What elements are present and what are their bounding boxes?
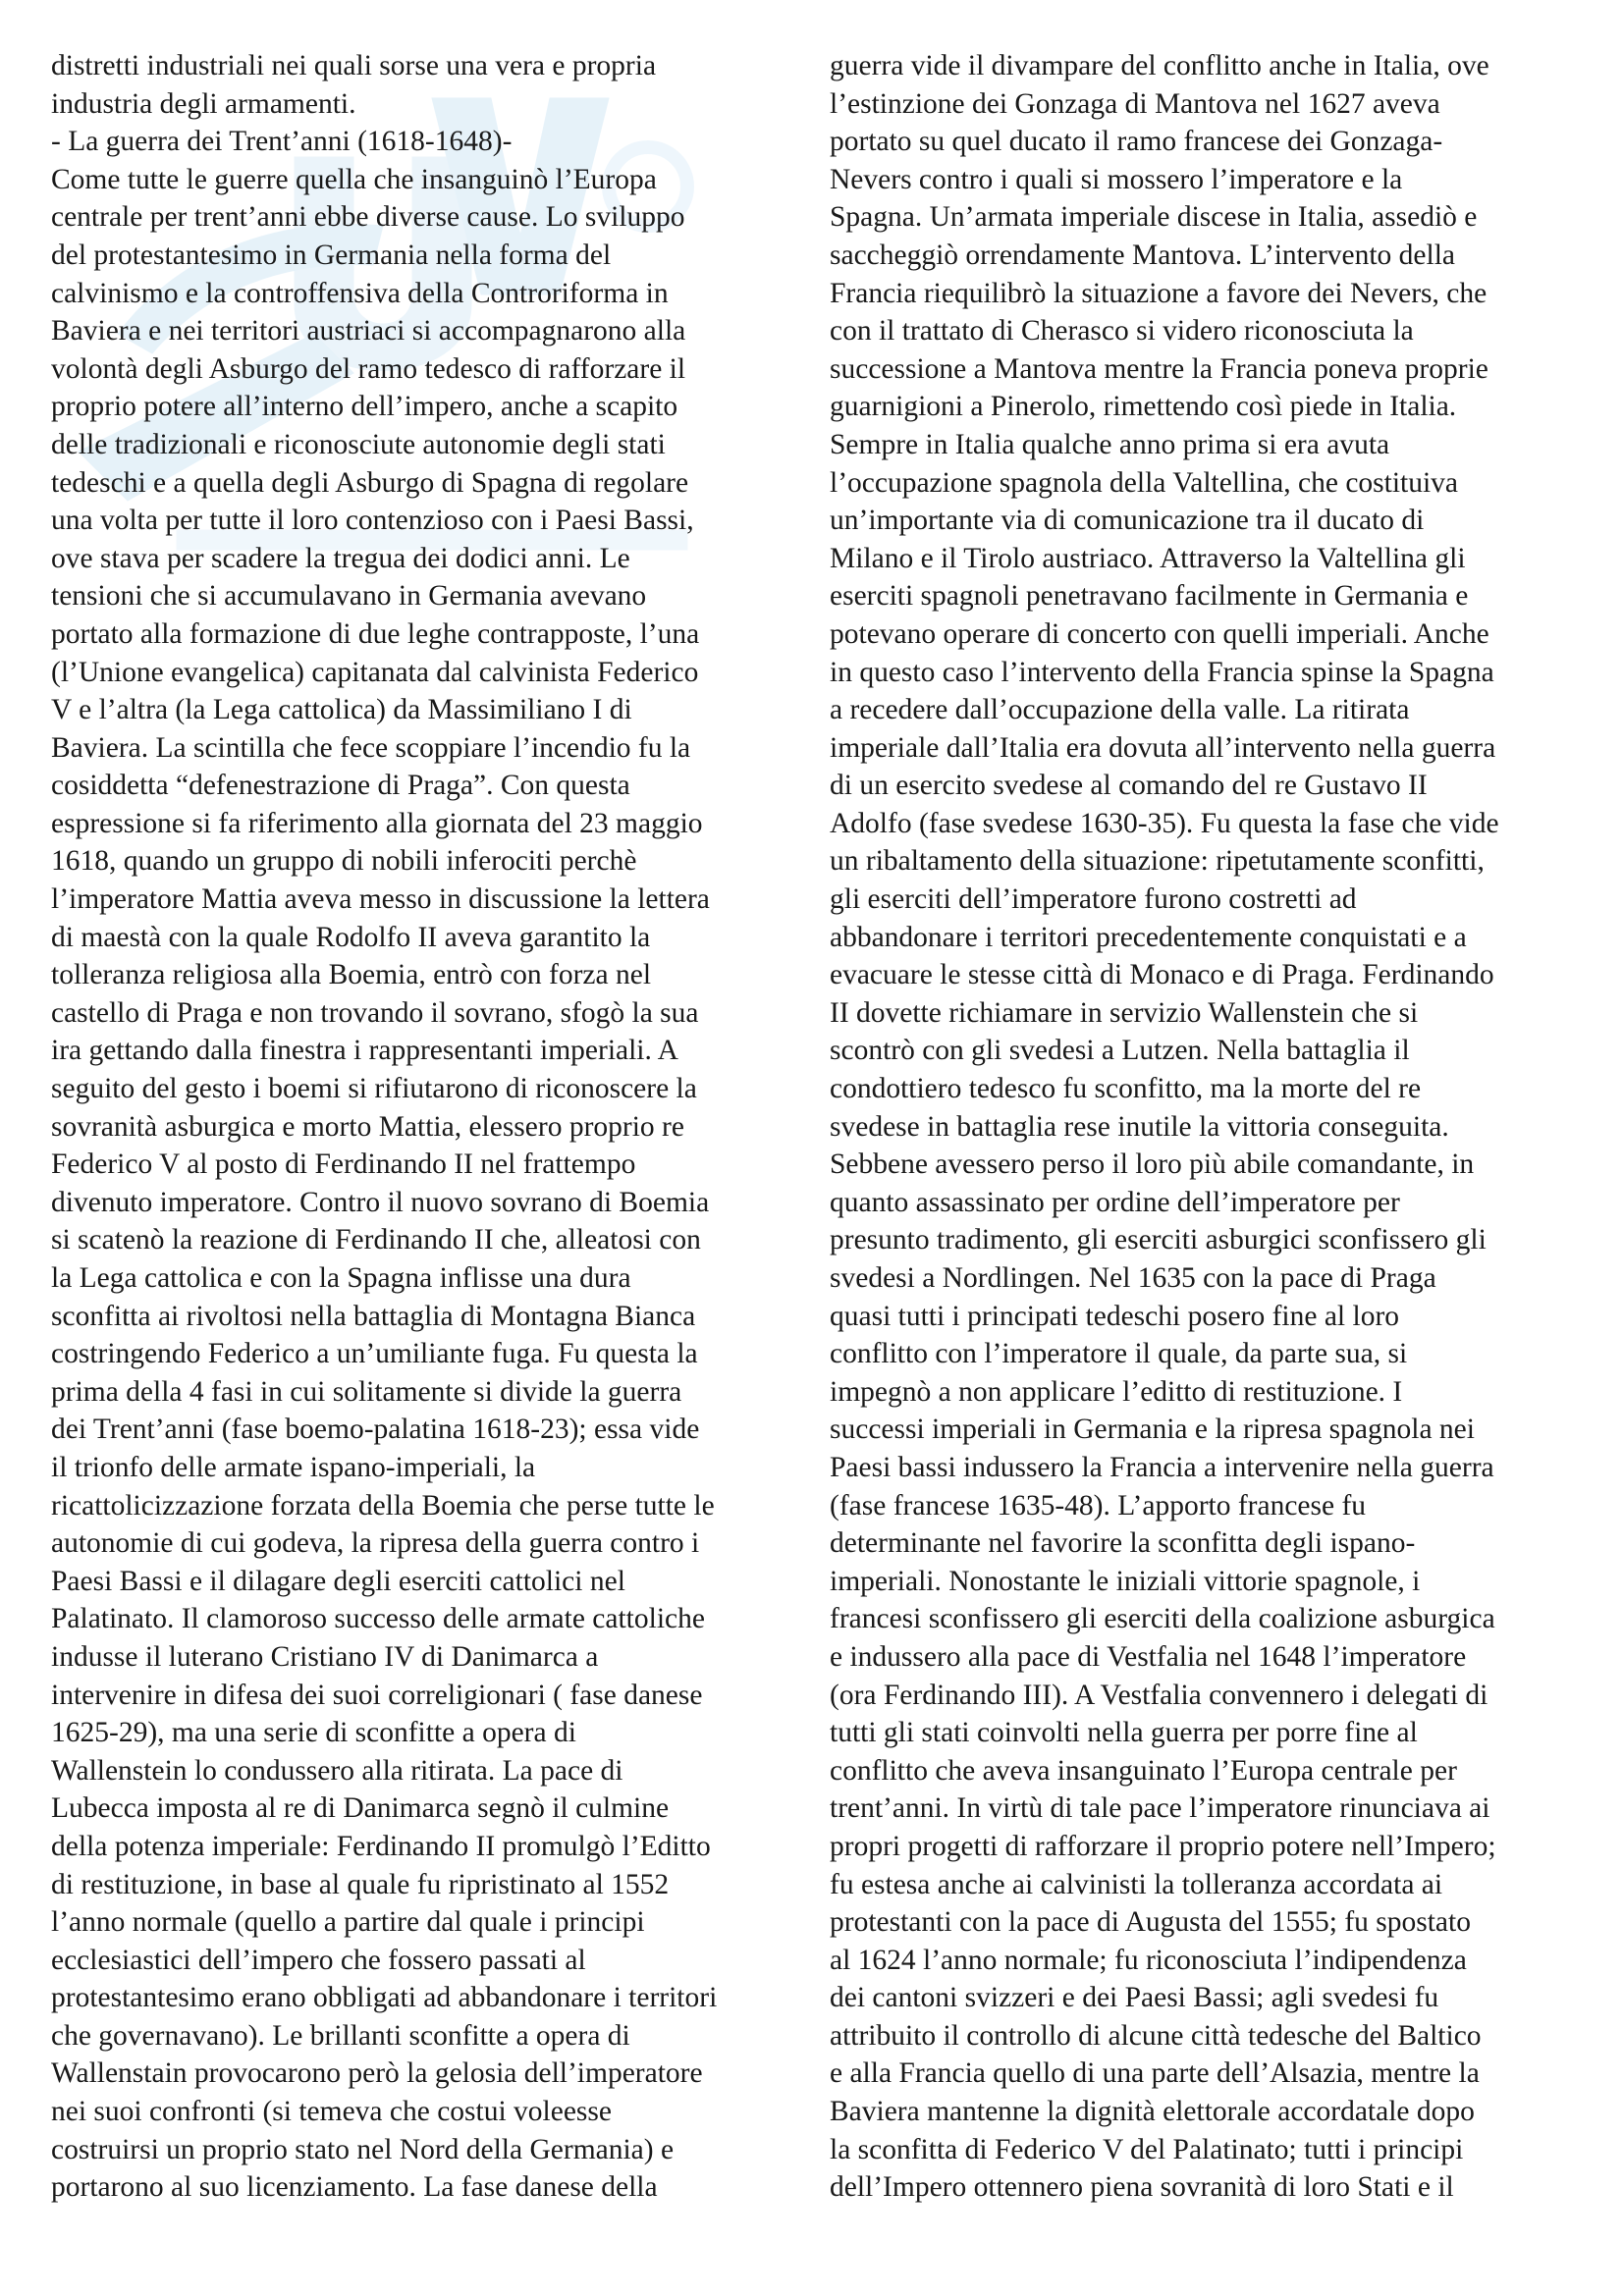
- right-column-text-line: conflitto con l’imperatore il quale, da parte sua, si: [830, 1338, 1408, 1370]
- left-column-text-line: Come tutte le guerre quella che insanguinò l’Europa: [51, 163, 657, 195]
- right-column-text-line: Milano e il Tirolo austriaco. Attraverso la Valtellina gli: [830, 542, 1466, 574]
- right-column-text-line: e alla Francia quello di una parte dell’Alsazia, mentre la: [830, 2057, 1480, 2090]
- right-column-text-line: saccheggiò orrendamente Mantova. L’intervento della: [830, 239, 1456, 271]
- left-column-text-line: Wallenstain provocarono però la gelosia dell’imperatore: [51, 2057, 703, 2090]
- left-column-text-line: costringendo Federico a un’umiliante fuga. Fu questa la: [51, 1338, 698, 1370]
- right-column-text-line: eserciti spagnoli penetravano facilmente in Germania e: [830, 580, 1469, 613]
- left-column-text-line: sovranità asburgica e morto Mattia, elessero proprio re: [51, 1110, 684, 1143]
- right-column-text-line: attribuito il controllo di alcune città tedesche del Baltico: [830, 2019, 1482, 2052]
- right-column-text-line: quanto assassinato per ordine dell’imperatore per: [830, 1186, 1400, 1218]
- left-column-text-line: della potenza imperiale: Ferdinando II promulgò l’Editto: [51, 1830, 711, 1862]
- left-column-text-line: indusse il luterano Cristiano IV di Danimarca a: [51, 1640, 599, 1673]
- left-column-text-line: del protestantesimo in Germania nella forma del: [51, 239, 612, 271]
- left-column-text-line: prima della 4 fasi in cui solitamente si divide la guerra: [51, 1375, 682, 1408]
- right-column-text-line: successione a Mantova mentre la Francia poneva proprie: [830, 352, 1488, 385]
- right-column-text-line: quasi tutti i principati tedeschi posero fine al loro: [830, 1300, 1400, 1332]
- right-column-text-line: trent’anni. In virtù di tale pace l’imperatore rinunciava ai: [830, 1792, 1490, 1825]
- right-column-text-line: Baviera mantenne la dignità elettorale accordatale dopo: [830, 2096, 1475, 2128]
- left-column-text-line: cosiddetta “defenestrazione di Praga”. Con questa: [51, 770, 630, 802]
- left-column-text-line: ecclesiastici dell’impero che fossero passati al: [51, 1944, 586, 1976]
- left-column-text-line: portato alla formazione di due leghe contrapposte, l’una: [51, 617, 700, 650]
- left-column-text-line: delle tradizionali e riconosciute autonomie degli stati: [51, 428, 666, 460]
- right-column-text-line: potevano operare di concerto con quelli imperiali. Anche: [830, 617, 1489, 650]
- left-column-text-line: Palatinato. Il clamoroso successo delle armate cattoliche: [51, 1603, 705, 1635]
- right-column-text-line: un’importante via di comunicazione tra il ducato di: [830, 505, 1425, 537]
- right-column-text-line: (ora Ferdinando III). A Vestfalia convennero i delegati di: [830, 1679, 1488, 1711]
- right-column-text-line: con il trattato di Cherasco si videro riconosciuta la: [830, 315, 1414, 347]
- right-column-text-line: Francia riequilibrò la situazione a favore dei Nevers, che: [830, 277, 1488, 309]
- right-column-text-line: Nevers contro i quali si mossero l’imperatore e la: [830, 163, 1403, 195]
- left-column-text-line: una volta per tutte il loro contenzioso con i Paesi Bassi,: [51, 505, 694, 537]
- right-column-text-line: Sebbene avessero perso il loro più abile comandante, in: [830, 1148, 1475, 1181]
- right-column-text-line: presunto tradimento, gli eserciti asburgici sconfissero gli: [830, 1224, 1487, 1256]
- right-column-text-line: evacuare le stesse città di Monaco e di Praga. Ferdinando: [830, 959, 1494, 991]
- right-column-text-line: svedese in battaglia rese inutile la vittoria conseguita.: [830, 1110, 1449, 1143]
- left-column-text-line: industria degli armamenti.: [51, 87, 356, 120]
- right-column-text-line: II dovette richiamare in servizio Wallenstein che si: [830, 996, 1419, 1029]
- left-column-text-line: espressione si fa riferimento alla giornata del 23 maggio: [51, 807, 703, 839]
- right-column-text-line: Paesi bassi indussero la Francia a intervenire nella guerra: [830, 1451, 1494, 1483]
- left-column-text-line: Baviera e nei territori austriaci si accompagnarono alla: [51, 315, 686, 347]
- left-column-text-line: protestantesimo erano obbligati ad abbandonare i territori: [51, 1982, 718, 2014]
- right-column-text-line: al 1624 l’anno normale; fu riconosciuta l’indipendenza: [830, 1944, 1467, 1976]
- right-column-text-line: successi imperiali in Germania e la ripresa spagnola nei: [830, 1414, 1475, 1446]
- left-column-text-line: tensioni che si accumulavano in Germania avevano: [51, 580, 647, 613]
- right-column-text-line: conflitto che aveva insanguinato l’Europa centrale per: [830, 1754, 1457, 1787]
- left-column-text-line: intervenire in difesa dei suoi correligionari ( fase danese: [51, 1679, 703, 1711]
- right-column-text-line: propri progetti di rafforzare il proprio potere nell’Impero;: [830, 1830, 1496, 1862]
- left-column-text-line: tolleranza religiosa alla Boemia, entrò con forza nel: [51, 959, 652, 991]
- left-column-text-line: divenuto imperatore. Contro il nuovo sovrano di Boemia: [51, 1186, 710, 1218]
- left-column-text-line: sconfitta ai rivoltosi nella battaglia di Montagna Bianca: [51, 1300, 696, 1332]
- right-column-text-line: Sempre in Italia qualche anno prima si era avuta: [830, 428, 1390, 460]
- left-column-text-line: (l’Unione evangelica) capitanata dal calvinista Federico: [51, 656, 699, 688]
- left-column-text-line: 1625-29), ma una serie di sconfitte a opera di: [51, 1717, 576, 1749]
- right-column-text-line: l’occupazione spagnola della Valtellina, che costituiva: [830, 466, 1459, 499]
- right-column-text-line: abbandonare i territori precedentemente conquistati e a: [830, 921, 1467, 953]
- left-column-text-line: di restituzione, in base al quale fu ripristinato al 1552: [51, 1868, 670, 1900]
- left-column-text-line: volontà degli Asburgo del ramo tedesco di rafforzare il: [51, 352, 686, 385]
- left-column-text-line: costruirsi un proprio stato nel Nord della Germania) e: [51, 2133, 675, 2165]
- left-column-text-line: proprio potere all’interno dell’impero, anche a scapito: [51, 391, 678, 423]
- left-column-text-line: Wallenstein lo condussero alla ritirata. La pace di: [51, 1754, 623, 1787]
- right-column-text-line: condottiero tedesco fu sconfitto, ma la morte del re: [830, 1073, 1422, 1105]
- left-column-text-line: ira gettando dalla finestra i rappresentanti imperiali. A: [51, 1035, 678, 1067]
- right-column-text-line: svedesi a Nordlingen. Nel 1635 con la pace di Praga: [830, 1262, 1436, 1294]
- right-column-text-line: francesi sconfissero gli eserciti della coalizione asburgica: [830, 1603, 1495, 1635]
- right-column-text-line: impegnò a non applicare l’editto di restituzione. I: [830, 1375, 1403, 1408]
- left-column-text-line: - La guerra dei Trent’anni (1618-1648)-: [51, 126, 513, 158]
- left-column-text-line: V e l’altra (la Lega cattolica) da Massimiliano I di: [51, 694, 632, 726]
- left-column-text-line: il trionfo delle armate ispano-imperiali, la: [51, 1451, 536, 1483]
- right-column-text-line: tutti gli stati coinvolti nella guerra per porre fine al: [830, 1717, 1418, 1749]
- right-column-text-line: (fase francese 1635-48). L’apporto francese fu: [830, 1489, 1367, 1522]
- right-column-text-line: di un esercito svedese al comando del re Gustavo II: [830, 770, 1428, 802]
- left-column-text-line: castello di Praga e non trovando il sovrano, sfogò la sua: [51, 996, 699, 1029]
- left-column-text-line: seguito del gesto i boemi si rifiutarono di riconoscere la: [51, 1073, 697, 1105]
- right-column-text-line: un ribaltamento della situazione: ripetutamente sconfitti,: [830, 845, 1485, 878]
- right-column-text-line: dell’Impero ottennero piena sovranità di loro Stati e il: [830, 2171, 1454, 2204]
- right-column-text-line: l’estinzione dei Gonzaga di Mantova nel 1627 aveva: [830, 87, 1440, 120]
- right-column-text-line: fu estesa anche ai calvinisti la tolleranza accordata ai: [830, 1868, 1443, 1900]
- left-column-text-line: l’anno normale (quello a partire dal quale i principi: [51, 1906, 645, 1939]
- left-column-text-line: tedeschi e a quella degli Asburgo di Spagna di regolare: [51, 466, 689, 499]
- right-column-text-line: e indussero alla pace di Vestfalia nel 1648 l’imperatore: [830, 1640, 1467, 1673]
- left-column-text-line: distretti industriali nei quali sorse una vera e propria: [51, 50, 657, 81]
- right-column-text-line: in questo caso l’intervento della Francia spinse la Spagna: [830, 656, 1494, 688]
- left-column-text-line: l’imperatore Mattia aveva messo in discussione la lettera: [51, 883, 710, 916]
- left-column-text-line: autonomie di cui godeva, la ripresa della guerra contro i: [51, 1527, 700, 1560]
- left-column-text-line: Lubecca imposta al re di Danimarca segnò il culmine: [51, 1792, 670, 1825]
- left-column-text-line: dei Trent’anni (fase boemo-palatina 1618-23); essa vide: [51, 1414, 700, 1446]
- left-column-text-line: Paesi Bassi e il dilagare degli eserciti cattolici nel: [51, 1565, 625, 1597]
- left-column-text-line: ricattolicizzazione forzata della Boemia che perse tutte le: [51, 1489, 715, 1522]
- right-text-column: [830, 47, 1591, 2207]
- left-column-text-line: portarono al suo licenziamento. La fase danese della: [51, 2171, 658, 2204]
- right-column-text-line: dei cantoni svizzeri e dei Paesi Bassi; agli svedesi fu: [830, 1982, 1439, 2014]
- left-text-column: [51, 47, 812, 2207]
- left-column-text-line: ove stava per scadere la tregua dei dodici anni. Le: [51, 542, 630, 574]
- left-column-text-line: Federico V al posto di Ferdinando II nel frattempo: [51, 1148, 636, 1181]
- left-column-text-line: Baviera. La scintilla che fece scoppiare l’incendio fu la: [51, 731, 691, 764]
- left-column-text-line: la Lega cattolica e con la Spagna inflisse una dura: [51, 1262, 631, 1294]
- right-column-text-line: imperiale dall’Italia era dovuta all’intervento nella guerra: [830, 731, 1496, 764]
- right-column-text-line: imperiali. Nonostante le iniziali vittorie spagnole, i: [830, 1565, 1421, 1597]
- right-column-text-line: la sconfitta di Federico V del Palatinato; tutti i principi: [830, 2133, 1464, 2165]
- right-column-text-line: guarnigioni a Pinerolo, rimettendo così piede in Italia.: [830, 391, 1457, 423]
- right-column-text-line: a recedere dall’occupazione della valle. La ritirata: [830, 694, 1410, 726]
- left-column-text-line: che governavano). Le brillanti sconfitte a opera di: [51, 2019, 630, 2052]
- right-column-text-line: Spagna. Un’armata imperiale discese in Italia, assediò e: [830, 201, 1478, 234]
- left-column-text-line: si scatenò la reazione di Ferdinando II che, alleatosi con: [51, 1224, 701, 1256]
- left-column-text-line: centrale per trent’anni ebbe diverse cause. Lo sviluppo: [51, 201, 685, 234]
- right-column-text-line: gli eserciti dell’imperatore furono costretti ad: [830, 883, 1357, 916]
- right-column-text-line: scontrò con gli svedesi a Lutzen. Nella battaglia il: [830, 1035, 1410, 1067]
- right-column-text-line: Adolfo (fase svedese 1630-35). Fu questa la fase che vide: [830, 807, 1499, 839]
- left-column-text-line: nei suoi confronti (si temeva che costui voleesse: [51, 2096, 612, 2128]
- left-column-text-line: di maestà con la quale Rodolfo II aveva garantito la: [51, 921, 651, 953]
- left-column-text-line: calvinismo e la controffensiva della Controriforma in: [51, 277, 669, 309]
- right-column-text-line: determinante nel favorire la sconfitta degli ispano-: [830, 1527, 1416, 1560]
- right-column-text-line: guerra vide il divampare del conflitto anche in Italia, ove: [830, 50, 1489, 81]
- right-column-text-line: portato su quel ducato il ramo francese dei Gonzaga-: [830, 126, 1443, 158]
- right-column-text-line: protestanti con la pace di Augusta del 1555; fu spostato: [830, 1906, 1471, 1939]
- left-column-text-line: 1618, quando un gruppo di nobili inferociti perchè: [51, 845, 637, 878]
